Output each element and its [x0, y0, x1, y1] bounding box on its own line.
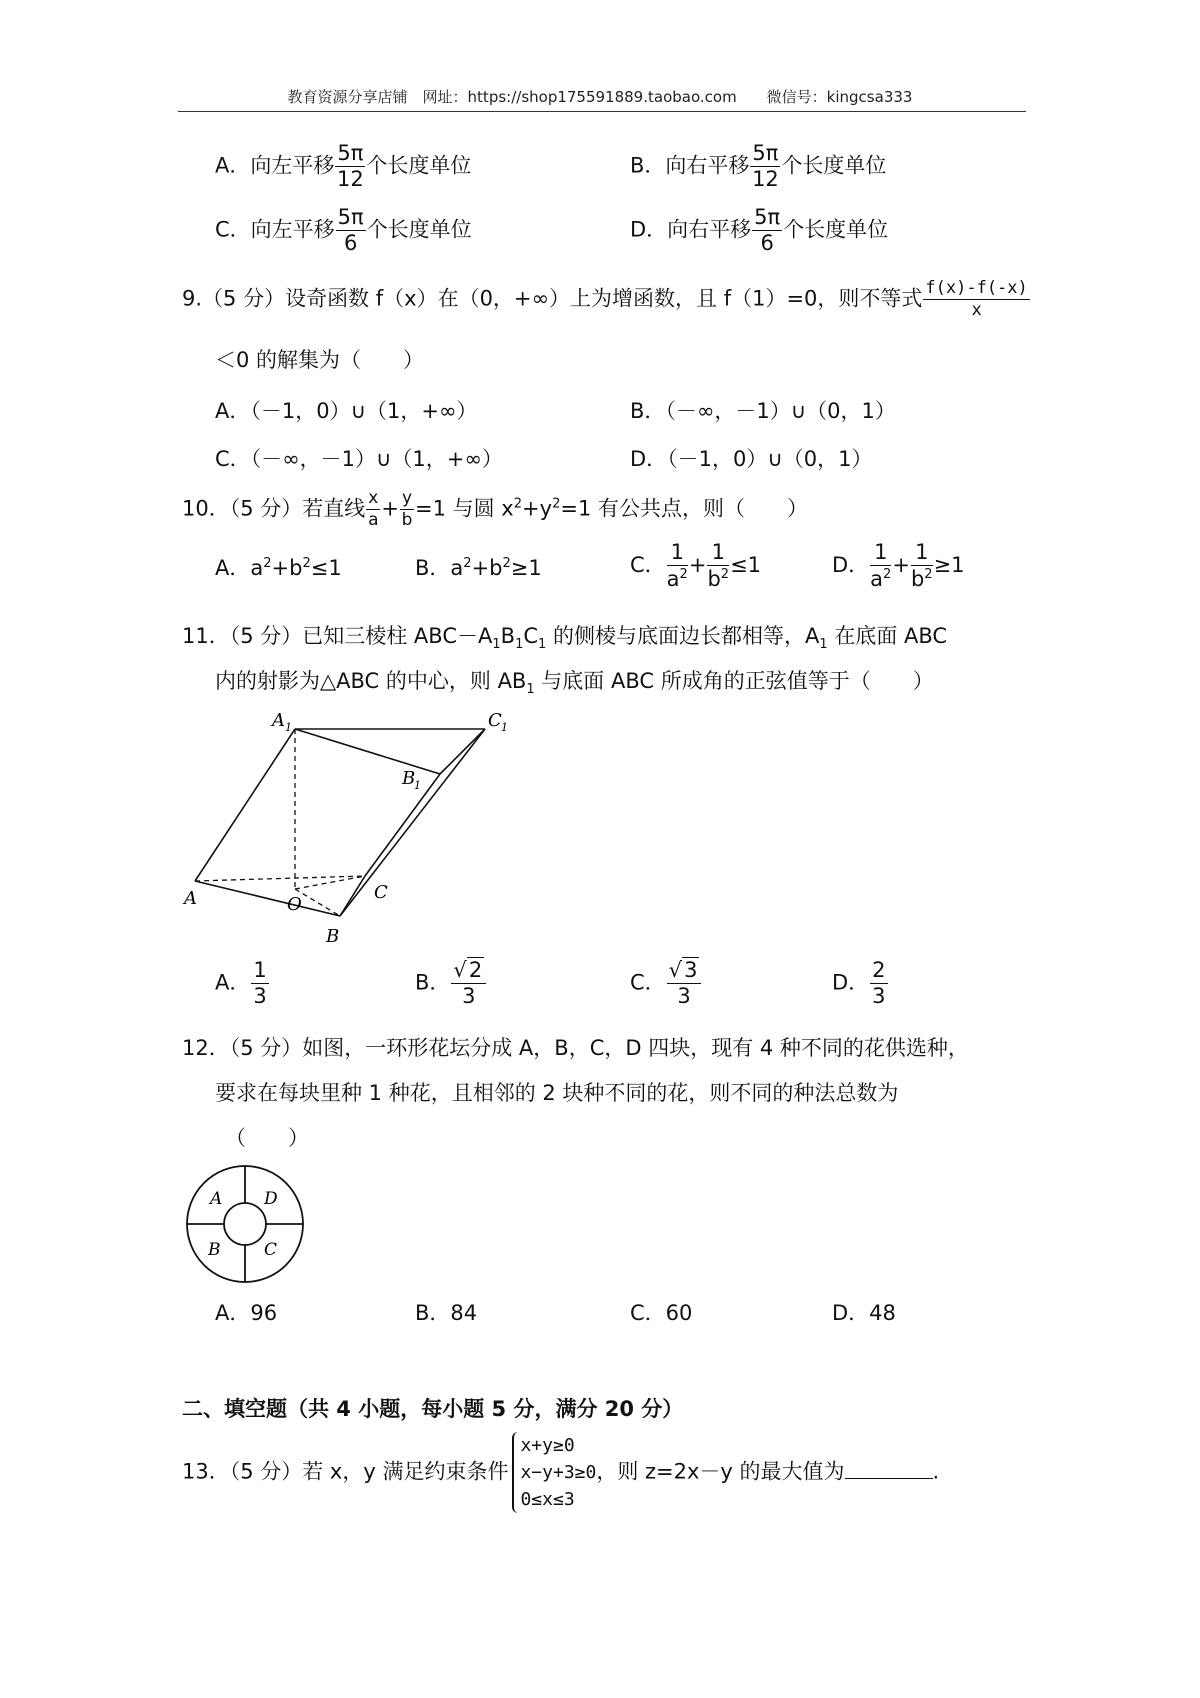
- q8-b-den: 12: [752, 167, 779, 191]
- ring-label-c: C: [264, 1240, 278, 1260]
- q9-frac-num: f(x)-f(-x): [925, 278, 1028, 298]
- q9-option-d: D．（－1，0）∪（0，1）: [630, 447, 873, 471]
- q10-frac-x: [366, 490, 380, 529]
- q10-d-frac2: [911, 542, 933, 590]
- q10-sup1: 2: [513, 496, 523, 512]
- label-a1-sub: 1: [285, 721, 292, 734]
- q9-stem-text: 9.（5 分）设奇函数 f（x）在（0，+∞）上为增函数，且 f（1）=0，则不等式: [182, 286, 923, 311]
- q13-constraint-2: x−y+3≥0: [520, 1462, 597, 1483]
- label-b1: B: [402, 768, 416, 789]
- q12-stem-line3: （ ）: [225, 1126, 309, 1150]
- q11-c-den: 3: [677, 984, 691, 1008]
- q12-option-a: A．96: [215, 1301, 278, 1325]
- q12-option-d: D．48: [832, 1301, 896, 1325]
- section-title-fill-in: 二、填空题（共 4 小题，每小题 5 分，满分 20 分）: [182, 1397, 684, 1421]
- q10-a-sup1: 2: [263, 556, 272, 571]
- q11-b-frac: [451, 960, 486, 1007]
- q8-option-a: [215, 143, 471, 190]
- q8-b-num: 5π: [752, 141, 779, 165]
- label-b: B: [326, 926, 340, 947]
- q10-d-den2-base: b: [910, 567, 925, 591]
- q11-l1-pre: 11．（5 分）已知三棱柱 ABC－A: [182, 624, 493, 648]
- q10-option-a: [215, 552, 342, 582]
- q11-stem-line1: [182, 620, 947, 652]
- q10-c-den1-base: a: [666, 567, 680, 591]
- q8-d-fraction: [752, 207, 782, 254]
- q10-option-d: D． $\frac{1}{a^2}$ + $\frac{1}{b^2}$ ≥1: [832, 540, 965, 591]
- q11-b-radicand: 2: [468, 958, 483, 982]
- q11-d-label: D．: [832, 970, 870, 995]
- q10-fx-num: x: [368, 488, 379, 508]
- edge-a-b: [195, 881, 340, 916]
- q13-period: .: [932, 1459, 940, 1484]
- q11-sub2: 1: [515, 637, 524, 653]
- q11-b-num: √2: [451, 960, 486, 984]
- ring-label-b: B: [208, 1240, 221, 1260]
- q11-l1-post: 的侧棱与底面边长都相等，A: [546, 624, 820, 648]
- q10-c-num2: 1: [707, 542, 729, 566]
- q11-c-frac: [667, 960, 702, 1007]
- q8-d-prefix: D．向右平移: [630, 217, 752, 242]
- q11-d-frac: [870, 960, 887, 1007]
- q12-option-b: B．84: [415, 1301, 478, 1325]
- header-divider: [178, 111, 1026, 112]
- label-a1: A: [272, 710, 285, 731]
- q10-c-exp1: 2: [679, 567, 688, 582]
- q10-d-frac1: [870, 542, 891, 590]
- q8-c-suffix: 个长度单位: [366, 217, 472, 242]
- q8-c-num: 5π: [337, 205, 364, 229]
- q8-option-c: [215, 207, 472, 254]
- edge-a1-a: [195, 729, 295, 881]
- ring-label-a: A: [210, 1189, 223, 1209]
- q10-a-rel: ≤1: [310, 556, 342, 580]
- q10-a-mid: +b: [271, 556, 303, 580]
- q10-c-den1: [667, 566, 688, 590]
- edge-b-c: [340, 876, 365, 916]
- q10-d-label: D．: [832, 553, 870, 577]
- q11-d-den: 3: [872, 984, 886, 1008]
- q11-a-frac: [251, 960, 268, 1007]
- q10-sup2: 2: [552, 496, 561, 512]
- q10-mid2: +y: [522, 496, 553, 521]
- q10-mid: =1 与圆 x: [415, 496, 514, 521]
- q11-b-den: 3: [462, 984, 476, 1008]
- q10-plus: +: [381, 496, 399, 521]
- edge-a1-b1: [295, 729, 440, 774]
- q9-option-b: B．（－∞，－1）∪（0，1）: [630, 399, 896, 423]
- q11-option-b: [415, 960, 487, 1007]
- q10-a-label: A．a: [215, 556, 264, 580]
- q11-prism-figure: [180, 706, 520, 951]
- q10-c-exp2: 2: [720, 567, 730, 582]
- q8-b-suffix: 个长度单位: [781, 153, 887, 178]
- edge-b1-c1: [440, 729, 485, 774]
- q12-stem-line1: 12．（5 分）如图，一环形花坛分成 A，B，C，D 四块，现有 4 种不同的花供选种，: [182, 1036, 969, 1060]
- q13-suffix: ，则 z=2x－y 的最大值为: [596, 1459, 845, 1484]
- q12-option-c: C．60: [630, 1301, 693, 1325]
- q10-option-b: [415, 552, 542, 582]
- q11-l2-post: 与底面 ABC 所成角的正弦值等于（ ）: [534, 669, 934, 693]
- q13-constraint-3: 0≤x≤3: [520, 1489, 575, 1510]
- q13-prefix: 13．（5 分）若 x，y 满足约束条件: [182, 1459, 509, 1484]
- label-c: C: [374, 882, 388, 903]
- q12-stem-line2: 要求在每块里种 1 种花，且相邻的 2 块种不同的花，则不同的种法总数为: [215, 1081, 899, 1105]
- q8-c-prefix: C．向左平移: [215, 217, 335, 242]
- q11-c: C: [523, 624, 539, 648]
- ring-inner-circle: [224, 1203, 266, 1245]
- q11-option-a: [215, 960, 270, 1007]
- page-header: 教育资源分享店铺 网址：https://shop175591889.taobao.com 微信号：kingcsa333: [287, 88, 913, 106]
- q10-d-den1: [870, 566, 891, 590]
- q11-b-label: B．: [415, 970, 451, 995]
- q11-c-num: √3: [667, 960, 702, 984]
- q10-b-sup1: 2: [463, 556, 472, 571]
- q9-option-c: C．（－∞，－1）∪（1，+∞）: [215, 447, 503, 471]
- q10-d-num2: 1: [911, 542, 933, 566]
- q11-d-num: 2: [872, 958, 886, 982]
- label-a: A: [184, 888, 197, 909]
- edge-b1-c: [365, 774, 440, 876]
- q8-a-suffix: 个长度单位: [366, 153, 472, 178]
- q10-frac-y: [400, 490, 414, 529]
- q10-d-den2: [911, 566, 933, 590]
- q10-b-sup2: 2: [502, 556, 511, 571]
- q10-c-label: C．: [630, 553, 666, 577]
- label-c1-sub: 1: [501, 721, 508, 734]
- q11-b: B: [500, 624, 516, 648]
- q11-sub1: 1: [492, 637, 501, 653]
- q8-option-b: [630, 143, 886, 190]
- q11-sub3: 1: [538, 637, 547, 653]
- q8-c-fraction: [336, 207, 366, 254]
- q10-c-frac2: [707, 542, 729, 590]
- q11-c-radicand: 3: [684, 958, 698, 982]
- q10-c-frac1: [667, 542, 688, 590]
- q11-stem-line2: [215, 665, 934, 697]
- q8-c-den: 6: [343, 231, 358, 255]
- q9-fraction: [923, 280, 1029, 319]
- q11-a-den: 3: [253, 984, 267, 1008]
- q13-stem: [182, 1432, 939, 1513]
- q11-a-label: A．: [215, 970, 251, 995]
- q8-d-num: 5π: [754, 205, 781, 229]
- q10-b-rel: ≥1: [510, 556, 542, 580]
- q11-option-c: [630, 960, 702, 1007]
- q11-option-d: [832, 960, 889, 1007]
- q10-c-rel: ≤1: [730, 553, 762, 577]
- q10-d-exp1: 2: [883, 567, 892, 582]
- q8-b-fraction: [750, 143, 780, 190]
- q10-d-num1: 1: [870, 542, 891, 566]
- q13-constraint-1: x+y≥0: [520, 1435, 575, 1456]
- edge-c1-b: [340, 729, 485, 916]
- q10-c-num1: 1: [667, 542, 688, 566]
- q13-answer-blank[interactable]: [845, 1460, 933, 1479]
- q8-d-den: 6: [760, 231, 774, 255]
- q8-a-den: 12: [337, 167, 364, 191]
- label-o: O: [287, 894, 302, 915]
- q13-constraint-system: [512, 1432, 596, 1513]
- q10-fy-num: y: [401, 488, 412, 508]
- q10-d-rel: ≥1: [933, 553, 965, 577]
- label-c1: C: [488, 710, 502, 731]
- q10-c-den2: [707, 566, 729, 590]
- q11-sub4: 1: [819, 637, 828, 653]
- q8-a-fraction: [335, 143, 365, 190]
- q11-l2-pre: 内的射影为△ABC 的中心，则 AB: [215, 669, 527, 693]
- ring-label-d: D: [264, 1189, 278, 1209]
- q11-sub5: 1: [526, 682, 535, 698]
- q10-a-sup2: 2: [302, 556, 311, 571]
- q10-d-den1-base: a: [870, 567, 884, 591]
- q9-option-a: A．（－1，0）∪（1，+∞）: [215, 399, 478, 423]
- q10-prefix: 10．（5 分）若直线: [182, 496, 366, 521]
- q9-stem: [182, 280, 1031, 319]
- q8-option-d: [630, 207, 888, 254]
- q10-c-den2-base: b: [707, 567, 721, 591]
- q8-d-suffix: 个长度单位: [783, 217, 889, 242]
- q10-b-mid: +b: [471, 556, 503, 580]
- q10-stem: [182, 490, 808, 529]
- q9-stem-continued: ＜0 的解集为（ ）: [215, 348, 425, 372]
- q12-ring-figure: [183, 1162, 308, 1287]
- q10-b-label: B．a: [415, 556, 464, 580]
- q8-b-prefix: B．向右平移: [630, 153, 750, 178]
- q10-fx-den: a: [368, 510, 379, 530]
- q11-c-label: C．: [630, 970, 666, 995]
- q11-a-num: 1: [253, 958, 267, 982]
- q10-option-c: C． $\frac{1}{a^2}$ + $\frac{1}{b^2}$ ≤1: [630, 540, 762, 591]
- q11-l1-end: 在底面 ABC: [827, 624, 948, 648]
- q10-d-exp2: 2: [924, 567, 933, 582]
- q10-fy-den: b: [401, 510, 413, 530]
- label-b1-sub: 1: [414, 779, 421, 792]
- q8-a-prefix: A．向左平移: [215, 153, 335, 178]
- q8-a-num: 5π: [337, 141, 364, 165]
- q9-frac-den: x: [971, 300, 982, 320]
- q10-suffix: =1 有公共点，则（ ）: [560, 496, 808, 521]
